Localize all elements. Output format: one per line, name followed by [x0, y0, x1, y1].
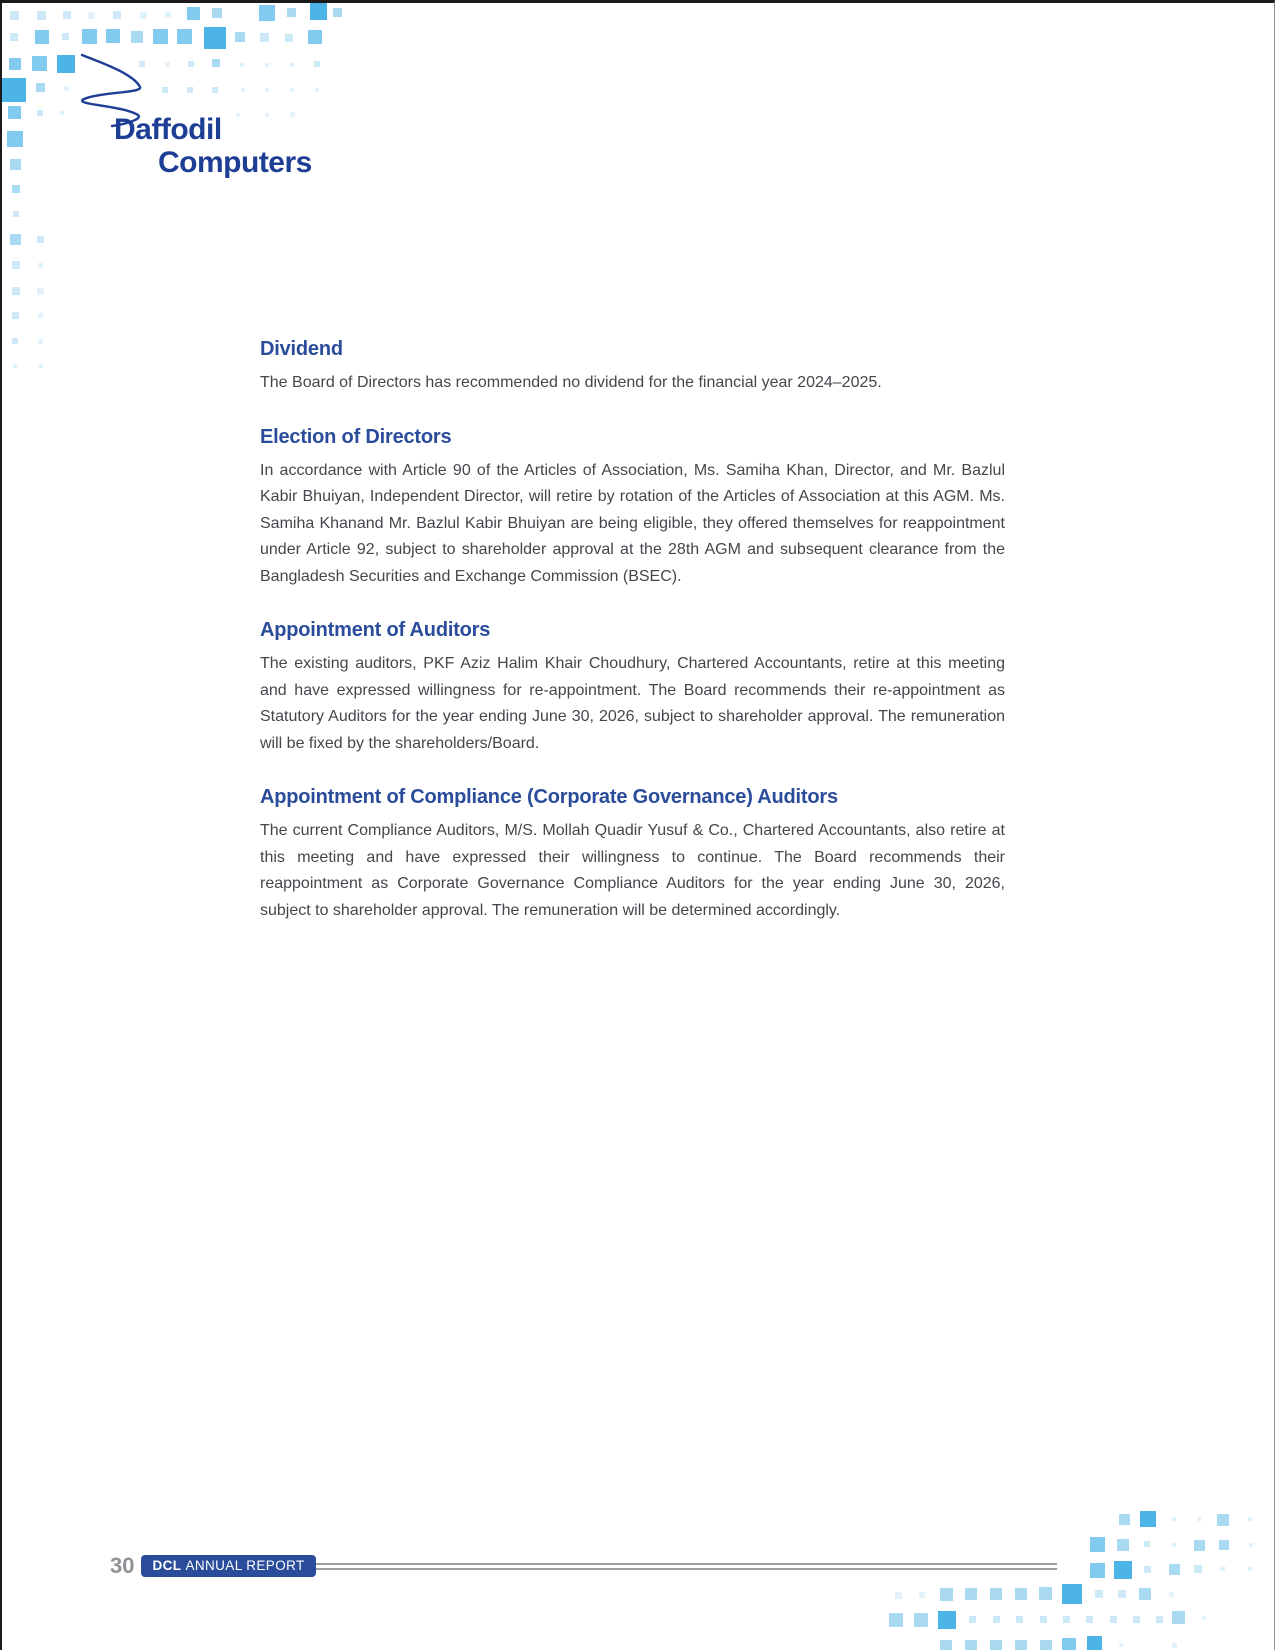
section-heading: Appointment of Compliance (Corporate Governance) Auditors: [260, 786, 838, 808]
section-paragraph: In accordance with Article 90 of the Articles of Association, Ms. Samiha Khan, Director, and Mr. Bazlul Kabir Bhuiyan, Independent Director, will retire by rotation of the Articles of Association at this AGM. Ms. Samiha Khanand Mr. Bazlul Kabir Bhuiyan are being eligible, they offered themselves for reappointment under Article 92, subject to shareholder approval at the 28th AGM and subsequent clearance from the Bangladesh Securities and Exchange Commission (BSEC).: [260, 461, 1005, 585]
footer-rule: [316, 1563, 1057, 1570]
report-body: [260, 337, 1005, 924]
company-logo: [114, 113, 312, 179]
section-election-of-directors: [260, 425, 1005, 591]
logo-line-computers: Computers: [158, 146, 312, 179]
section-heading: Dividend: [260, 338, 343, 360]
section-paragraph: The Board of Directors has recommended no dividend for the financial year 2024–2025.: [260, 374, 882, 391]
section-paragraph: The existing auditors, PKF Aziz Halim Khair Choudhury, Chartered Accountants, retire at this meeting and have expressed willingness for re-appointment. The Board recommends their re-appointment as Statutory Auditors for the year ending June 30, 2026, subject to shareholder approval. The remuneration will be fixed by the shareholders/Board.: [260, 655, 1005, 752]
section-paragraph: The current Compliance Auditors, M/S. Mollah Quadir Yusuf & Co., Chartered Accountants, also retire at this meeting and have expressed their willingness to continue. The Board recommends their reappointment as Corporate Governance Compliance Auditors for the year ending June 30, 2026, subject to shareholder approval. The remuneration will be determined accordingly.: [260, 822, 1005, 919]
section-heading: Election of Directors: [260, 425, 452, 448]
section-appointment-of-compliance-auditors: [260, 785, 1005, 924]
badge-label: ANNUAL REPORT: [185, 1558, 305, 1573]
section-appointment-of-auditors: [260, 618, 1005, 757]
section-heading: Appointment of Auditors: [260, 619, 491, 641]
logo-line-daffodil: Daffodil: [114, 113, 222, 146]
badge-brand: DCL: [152, 1558, 182, 1573]
report-badge: [141, 1555, 315, 1577]
page-number: 30: [110, 1553, 135, 1578]
page-footer: [110, 1553, 1057, 1579]
section-dividend: [260, 337, 1005, 397]
